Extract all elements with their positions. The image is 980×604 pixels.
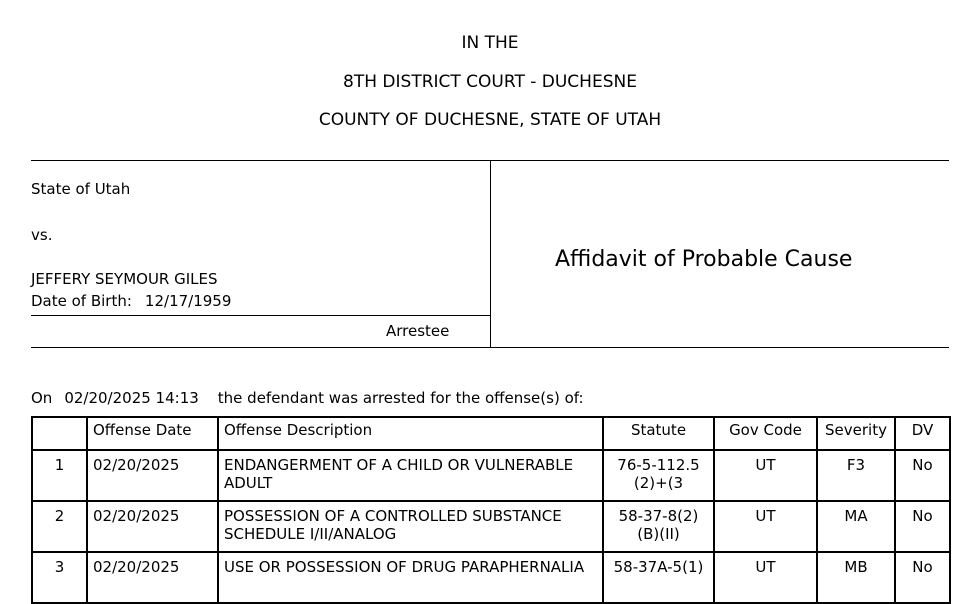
date-of-birth bbox=[31, 292, 231, 310]
offense-description: ENDANGERMENT OF A CHILD OR VULNERABLE ADULT bbox=[218, 450, 603, 501]
court-heading-line3: COUNTY OF DUCHESNE, STATE OF UTAH bbox=[318, 110, 662, 130]
dob-value: 12/17/1959 bbox=[144, 292, 232, 310]
offense-severity: MB bbox=[817, 552, 895, 603]
arrest-prefix: On bbox=[31, 389, 53, 407]
plaintiff: State of Utah bbox=[31, 180, 131, 198]
offense-statute: 58-37A-5(1) bbox=[603, 552, 714, 603]
arrest-datetime: 02/20/2025 14:13 bbox=[64, 389, 199, 407]
document-title: Affidavit of Probable Cause bbox=[555, 247, 853, 272]
offense-date: 02/20/2025 bbox=[87, 450, 218, 501]
court-heading-line2: 8TH DISTRICT COURT - DUCHESNE bbox=[343, 72, 637, 92]
dob-label: Date of Birth: bbox=[31, 292, 132, 310]
arrest-statement bbox=[31, 389, 584, 407]
offense-gov-code: UT bbox=[714, 450, 817, 501]
table-row bbox=[32, 552, 950, 603]
offense-gov-code: UT bbox=[714, 552, 817, 603]
header-dv: DV bbox=[895, 417, 950, 450]
offense-statute: 76-5-112.5(2)+(3 bbox=[603, 450, 714, 501]
defendant-name: JEFFERY SEYMOUR GILES bbox=[31, 270, 218, 288]
arrestee-rule bbox=[31, 315, 490, 316]
table-row bbox=[32, 501, 950, 552]
header-statute: Statute bbox=[603, 417, 714, 450]
court-heading-line1: IN THE bbox=[461, 33, 519, 53]
offense-index: 2 bbox=[32, 501, 87, 552]
offense-date: 02/20/2025 bbox=[87, 552, 218, 603]
offense-severity: MA bbox=[817, 501, 895, 552]
table-row bbox=[32, 450, 950, 501]
header-severity: Severity bbox=[817, 417, 895, 450]
header-offense-description: Offense Description bbox=[218, 417, 603, 450]
offense-date: 02/20/2025 bbox=[87, 501, 218, 552]
offense-dv: No bbox=[895, 501, 950, 552]
table-header-row bbox=[32, 417, 950, 450]
arrestee-label: Arrestee bbox=[386, 322, 450, 340]
offense-dv: No bbox=[895, 450, 950, 501]
header-gov-code: Gov Code bbox=[714, 417, 817, 450]
versus: vs. bbox=[31, 226, 53, 244]
offense-description: USE OR POSSESSION OF DRUG PARAPHERNALIA bbox=[218, 552, 603, 603]
caption-bottom-rule bbox=[31, 347, 949, 348]
offense-statute: 58-37-8(2)(B)(II) bbox=[603, 501, 714, 552]
offense-dv: No bbox=[895, 552, 950, 603]
header-offense-date: Offense Date bbox=[87, 417, 218, 450]
offenses-table bbox=[31, 416, 951, 604]
offense-index: 3 bbox=[32, 552, 87, 603]
header-index bbox=[32, 417, 87, 450]
caption-divider bbox=[490, 160, 491, 348]
arrest-suffix: the defendant was arrested for the offense(s) of: bbox=[217, 389, 584, 407]
offense-description: POSSESSION OF A CONTROLLED SUBSTANCE SCHEDULE I/II/ANALOG bbox=[218, 501, 603, 552]
offense-severity: F3 bbox=[817, 450, 895, 501]
offense-index: 1 bbox=[32, 450, 87, 501]
offense-gov-code: UT bbox=[714, 501, 817, 552]
